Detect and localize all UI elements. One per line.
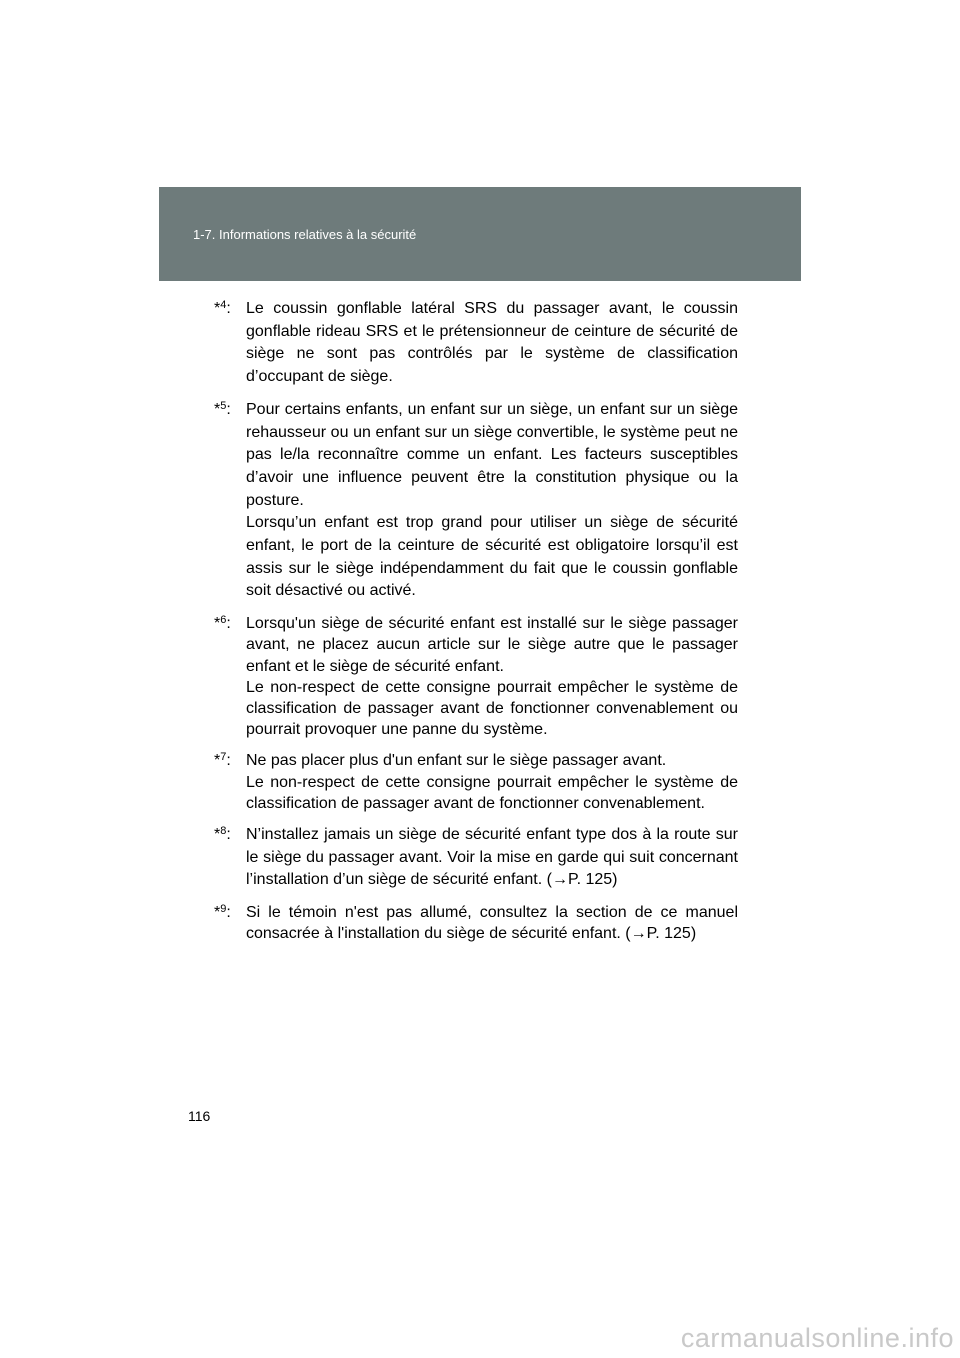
footnote-6 <box>214 613 738 740</box>
footnote-marker: *$^7$: <box>214 751 231 770</box>
footnote-text: Si le témoin n'est pas allumé, consultez la section de ce manuel consacrée à l'installation du siège de sécurité enfant. (→P. 125) <box>246 904 738 943</box>
watermark <box>600 1318 960 1358</box>
footnote-marker: *$^5$: <box>214 399 231 418</box>
footnote-marker: *$^9$: <box>214 903 231 922</box>
section-title: 1-7. Informations relatives à la sécurité <box>193 227 417 242</box>
footnote-text: Le non-respect de cette consigne pourrait empêcher le système de classification de passager avant de fonctionner convenablement. <box>246 773 738 812</box>
footnotes-list <box>214 298 738 954</box>
footnote-5 <box>214 399 738 603</box>
footnote-7 <box>214 750 738 814</box>
footnote-text: N’installez jamais un siège de sécurité enfant type dos à la route sur le siège du passager avant. Voir la mise en garde qui suit concernant l’installation d’un siège de sécurité enfant. (→P. 125) <box>246 825 738 889</box>
footnote-text: Ne pas placer plus d'un enfant sur le siège passager avant. <box>246 752 667 770</box>
watermark-text: carmanualsonline.info <box>680 1323 954 1353</box>
footnote-9 <box>214 902 738 944</box>
footnote-4 <box>214 298 738 389</box>
footnote-text: Le coussin gonflable latéral SRS du passager avant, le coussin gonflable rideau SRS et le prétensionneur de ceinture de sécurité de siège ne sont pas contrôlés par le système de classification d’occupant de siège. <box>246 300 738 386</box>
footnote-marker: *$^6$: <box>214 614 231 633</box>
section-header-band <box>159 187 801 281</box>
footnote-marker: *$^4$: <box>214 299 231 317</box>
footnote-text: Lorsqu'un siège de sécurité enfant est installé sur le siège passager avant, ne placez aucun article sur le siège autre que le passager enfant et le siège de sécurité enfant. <box>246 615 738 675</box>
page-number: 116 <box>188 1108 211 1124</box>
footnote-text: Lorsqu’un enfant est trop grand pour utiliser un siège de sécurité enfant, le port de la ceinture de sécurité est obligatoire lorsqu’il est assis sur le siège indépendamment du fait que le coussin gonflable soit désactivé ou activé. <box>246 514 738 600</box>
footnote-text: Le non-respect de cette consigne pourrait empêcher le système de classification de passager avant de fonctionner convenablement ou pourrait provoquer une panne du système. <box>246 678 738 739</box>
footnote-marker: *$^8$: <box>214 824 231 843</box>
footnote-8 <box>214 824 738 892</box>
footnote-text: Pour certains enfants, un enfant sur un siège, un enfant sur un siège rehausseur ou un enfant sur un siège convertible, le système peut ne pas le/la reconnaître comme un enfant. Les facteurs susceptibles d’avoir une influence peuvent être la constitution physique ou la posture. <box>246 400 738 509</box>
